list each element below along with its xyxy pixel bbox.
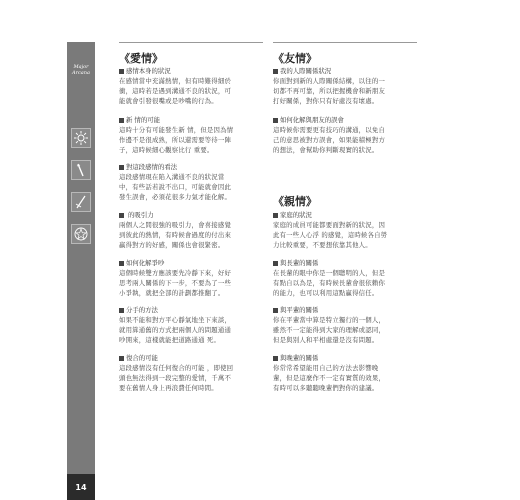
section-body: 這段感情沒有任何復合的可能 ，即使回 頭也無法得到一段完整的愛情，千萬不 要在舊情人身上再浪費任何時間。 xyxy=(119,364,234,392)
sun-card-icon xyxy=(71,128,91,148)
section-title: 家庭的狀況 xyxy=(273,211,430,220)
sidebar-label: Major Arcana xyxy=(72,64,90,76)
family-section xyxy=(273,211,430,250)
bullet-square-icon xyxy=(273,308,278,313)
section-body: 你在平輩當中算是特立獨行的一個人， 雖然不一定能得到大家的理解或認同， 但是與別人和平相處還是沒有問題。 xyxy=(273,316,386,344)
love-section xyxy=(119,163,276,202)
bullet-square-icon xyxy=(119,213,124,218)
bullet-square-icon xyxy=(273,69,278,74)
love-section xyxy=(119,211,276,250)
section-body: 家庭的成員可能都要面對新的狀況，因 此有一些人心浮 的感覺，這時候各自勞 力比較重要，不要想依靠其他人。 xyxy=(273,221,388,249)
heading-friendship: 《友情》 xyxy=(273,52,317,65)
sword-card-icon xyxy=(71,192,91,212)
heading-family: 《親情》 xyxy=(273,195,317,208)
bullet-square-icon xyxy=(119,308,124,313)
page-number: 14 xyxy=(67,474,95,500)
love-section xyxy=(119,306,276,345)
love-section xyxy=(119,116,276,155)
section-title: 如何化解爭吵 xyxy=(119,259,276,268)
section-body: 這時十分有可能發生新 情，但是因為情 作邊不是很成熟，所以還需要等待一陣 子，這時候細心觀察比行 重要。 xyxy=(119,126,234,154)
love-section xyxy=(119,67,276,106)
sidebar xyxy=(67,42,95,500)
section-title: 的吸引力 xyxy=(119,211,276,220)
section-body: 在感情當中充滿熱情，但有時難得細於 衝，這時若是遇到溝通不良的狀況，可 能就會引發很嘴或是吵嘴的行為。 xyxy=(119,77,232,105)
section-body: 你常常希望能用自己的方法去影響晚 輩，但是這麼作不一定有實質的效果， 有時可以多聽聽晚輩們對你的建議。 xyxy=(273,364,386,392)
section-body: 這時候你需要更有技巧的溝通，以免自 己的意思被對方誤會，如果能積極對方 的想法，會幫助你判斷現實的狀況。 xyxy=(273,126,386,154)
bullet-square-icon xyxy=(119,261,124,266)
section-title: 如何化解與朋友的誤會 xyxy=(273,116,430,125)
bullet-square-icon xyxy=(119,69,124,74)
section-body: 在長輩的眼中你是一個聰明的人，但是 有點自以為是，有時候長輩會很依賴你 的能力，也可以利用這點贏得信任。 xyxy=(273,269,386,297)
bullet-square-icon xyxy=(119,356,124,361)
bullet-square-icon xyxy=(273,356,278,361)
section-title: 分手的方法 xyxy=(119,306,276,315)
section-title: 與平輩的關係 xyxy=(273,306,430,315)
bullet-square-icon xyxy=(119,165,124,170)
heading-love: 《愛情》 xyxy=(119,52,163,65)
bullet-square-icon xyxy=(273,118,278,123)
family-section xyxy=(273,259,430,298)
pentacle-card-icon xyxy=(71,224,91,244)
section-body: 這個時候雙方應該要先冷靜下來，好好 思考兩人關係的下一步，不要為了一些 小爭執，就把全部的計劃都推翻了。 xyxy=(119,269,232,297)
wand-card-icon xyxy=(71,160,91,180)
section-body: 兩個人之間很強的吸引力，會喜接感覺 到彼此的熱情，有時候會過度的付出來 贏得對方的好感，關係也會很緊密。 xyxy=(119,221,232,249)
section-title: 我的人際關係狀況 xyxy=(273,67,430,76)
section-body: 這段感情現在陷入溝通不良的狀況當 中，有些話若說不出口，可能就會因此 發生誤會，必須花很多力氣才能化解。 xyxy=(119,173,232,201)
top-rule-right xyxy=(273,42,417,43)
bullet-square-icon xyxy=(273,261,278,266)
section-body: 如果不能和對方平心靜氣地坐下來談， 就用算通舊的方式把兩個人的問題通通 吵開來，這樣就能把道路通通 死。 xyxy=(119,316,232,344)
section-title: 新 情的可能 xyxy=(119,116,276,125)
section-title: 感情本身的狀況 xyxy=(119,67,276,76)
love-section xyxy=(119,259,276,298)
section-title: 復合的可能 xyxy=(119,354,276,363)
bullet-square-icon xyxy=(119,118,124,123)
friendship-section xyxy=(273,67,430,106)
family-section xyxy=(273,354,430,393)
love-section xyxy=(119,354,276,393)
section-title: 對這段感情的看法 xyxy=(119,163,276,172)
top-rule-left xyxy=(119,42,263,43)
section-body: 你面對到新的人際關係結構，以往的一 切都不再可靠，所以把握機會和新朋友 打好關係，對你只有好處沒有壞處。 xyxy=(273,77,386,105)
friendship-section xyxy=(273,116,430,155)
family-section xyxy=(273,306,430,345)
section-title: 與晚輩的關係 xyxy=(273,354,430,363)
section-title: 與長輩的關係 xyxy=(273,259,430,268)
bullet-square-icon xyxy=(273,213,278,218)
